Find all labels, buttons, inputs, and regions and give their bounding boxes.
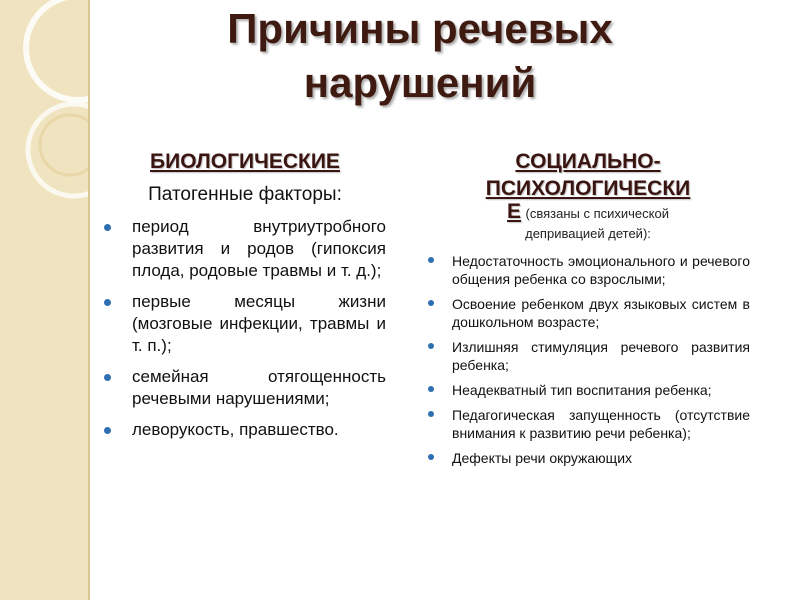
list-item-text: первые месяцы жизни (мозговые инфекции, травмы и т. п.); xyxy=(132,292,386,355)
bullet-icon xyxy=(428,386,434,392)
list-item-text: Неадекватный тип воспитания ребенка; xyxy=(452,382,712,398)
list-item xyxy=(426,338,750,374)
bullet-icon xyxy=(104,427,111,434)
bullet-icon xyxy=(104,224,111,231)
subheading-part-1: (связаны с психической xyxy=(525,206,669,221)
list-item-text: Недостаточность эмоционального и речевого общения ребенка со взрослыми; xyxy=(452,253,750,287)
heading-line-1: СОЦИАЛЬНО- xyxy=(515,150,661,173)
list-item xyxy=(104,419,386,441)
list-item xyxy=(426,295,750,331)
heading-tail: Е xyxy=(507,200,522,223)
list-item xyxy=(426,406,750,442)
social-factors-list xyxy=(426,252,750,467)
decorative-side-band xyxy=(0,0,88,600)
bullet-icon xyxy=(428,411,434,417)
side-divider xyxy=(88,0,90,600)
slide-title xyxy=(120,2,720,110)
decorative-circles xyxy=(0,0,88,600)
list-item xyxy=(426,449,750,467)
social-psychological-column xyxy=(426,148,750,474)
list-item xyxy=(426,381,750,399)
list-item-text: Педагогическая запущенность (отсутствие внимания к развитию речи ребенка); xyxy=(452,407,750,441)
pathogenic-factors-subheading: Патогенные факторы: xyxy=(148,184,342,205)
bullet-icon xyxy=(104,374,111,381)
list-item-text: Освоение ребенком двух языковых систем в дошкольном возрасте; xyxy=(452,296,750,330)
list-item xyxy=(104,366,386,410)
title-line-2: нарушений xyxy=(303,59,537,106)
biological-heading: БИОЛОГИЧЕСКИЕ xyxy=(150,150,340,173)
heading-line-2: ПСИХОЛОГИЧЕСКИ xyxy=(485,177,691,200)
list-item-text: Излишняя стимуляция речевого развития ребенка; xyxy=(452,339,750,373)
biological-factors-list xyxy=(104,216,386,441)
list-item-text: период внутриутробного развития и родов (гипоксия плода, родовые травмы и т. д.); xyxy=(132,217,386,280)
bullet-icon xyxy=(428,343,434,349)
list-item-text: Дефекты речи окружающих xyxy=(452,450,633,466)
bullet-icon xyxy=(428,454,434,460)
list-item-text: леворукость, правшество. xyxy=(132,420,339,439)
biological-column xyxy=(104,148,386,450)
title-line-1: Причины речевых xyxy=(227,5,613,52)
social-psychological-heading xyxy=(426,148,750,202)
bullet-icon xyxy=(428,257,434,263)
bullet-icon xyxy=(104,299,111,306)
list-item xyxy=(104,291,386,357)
list-item xyxy=(104,216,386,282)
bullet-icon xyxy=(428,300,434,306)
subheading-part-2: депривацией детей): xyxy=(525,226,651,241)
list-item xyxy=(426,252,750,288)
list-item-text: семейная отягощенность речевыми нарушениями; xyxy=(132,367,386,408)
social-subheading xyxy=(426,200,750,244)
